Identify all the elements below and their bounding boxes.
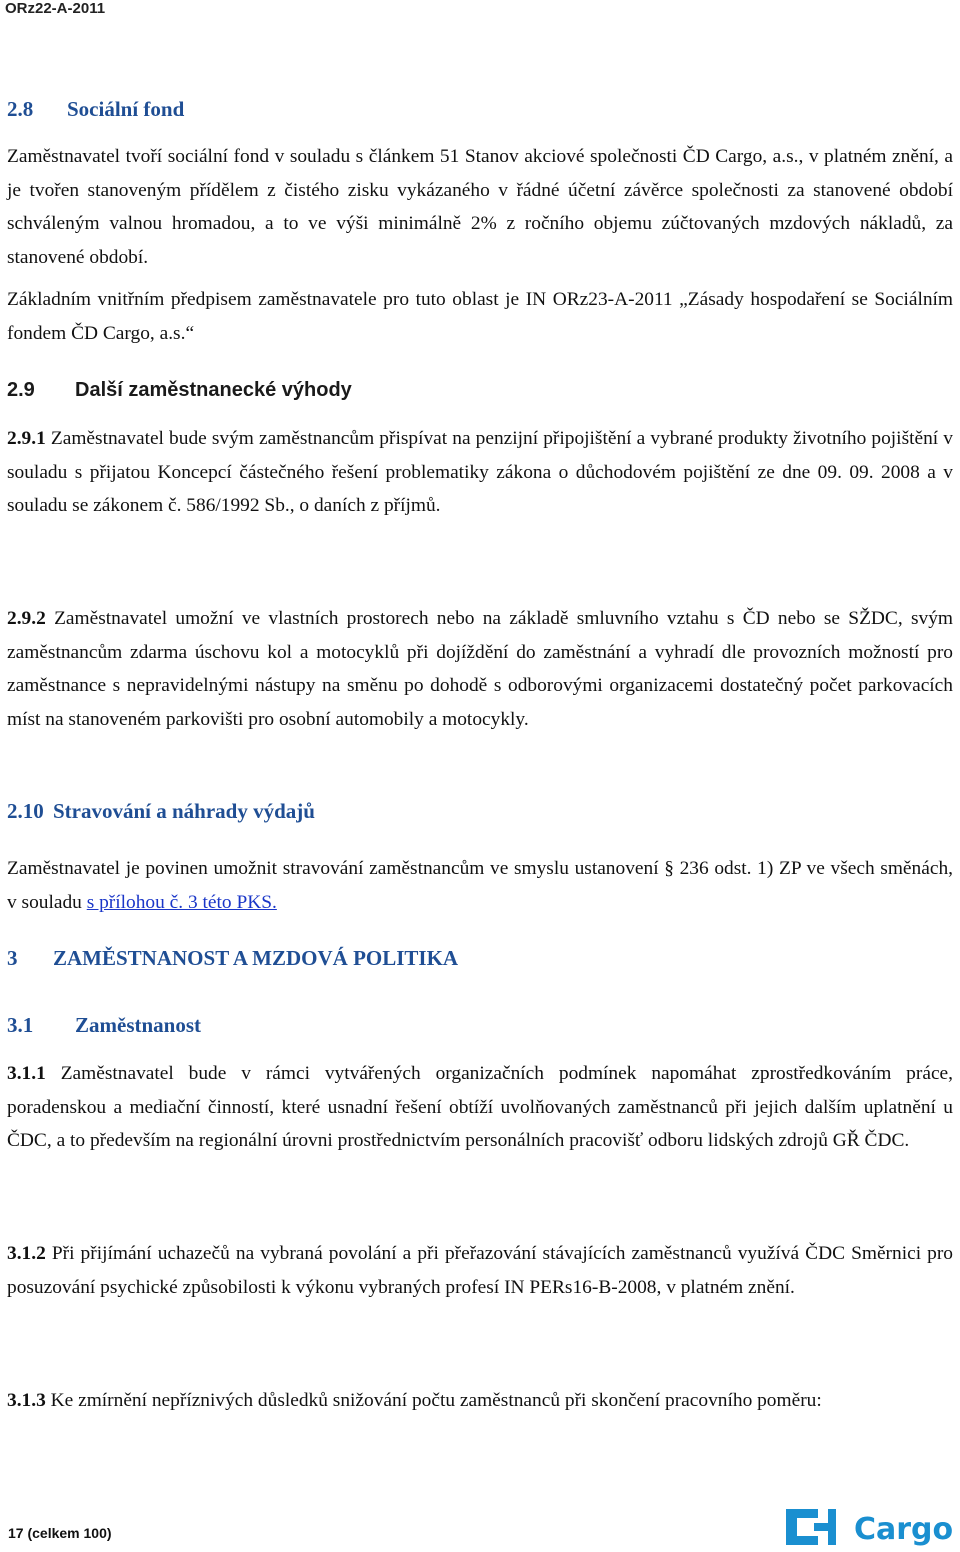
heading-number: 2.8 xyxy=(7,97,34,121)
heading-title: Sociální fond xyxy=(67,97,185,121)
subsection-number: 2.9.1 xyxy=(7,428,46,449)
paragraph-2-10-1 xyxy=(7,852,953,919)
paragraph-2-9-2 xyxy=(7,602,953,736)
paragraph-2-9-1 xyxy=(7,422,953,523)
subsection-number: 2.9.2 xyxy=(7,608,46,629)
paragraph-2-8-2: Základním vnitřním předpisem zaměstnavatele pro tuto oblast je IN ORz23-A-2011 „Zásady hospodaření se Sociálním fondem ČD Cargo, a.s.“ xyxy=(7,289,953,344)
paragraph-text: Zaměstnavatel umožní ve vlastních prostorech nebo na základě smluvního vztahu s ČD nebo se SŽDC, svým zaměstnancům zdarma úschovu kol a motocyklů při dojíždění do zaměstnání a vyhradí dle provozních možností pro zaměstnance s nepravidelnými nástupy na směnu po dohodě s odborovými organizacemi dostatečný počet parkovacích míst na stanoveném parkovišti pro osobní automobily a motocykly. xyxy=(7,608,953,730)
heading-3 xyxy=(7,945,458,971)
paragraph-2-8-1: Zaměstnavatel tvoří sociální fond v souladu s článkem 51 Stanov akciové společnosti ČD Cargo, a.s., v platném znění, a je tvořen stanoveným přídělem z čistého zisku vykázaného v řádné účetní závěrce společnosti za stanovené období schváleným valnou hromadou, a to ve výši minimálně 2% z ročního objemu zúčtovaných mzdových nákladů, za stanovené období. xyxy=(7,146,953,268)
heading-title: Další zaměstnanecké výhody xyxy=(75,379,352,401)
heading-2-10 xyxy=(7,798,315,824)
heading-number: 3 xyxy=(7,946,18,970)
heading-number: 2.10 xyxy=(7,799,44,823)
heading-number: 2.9 xyxy=(7,379,35,401)
heading-title: Zaměstnanost xyxy=(75,1013,202,1037)
paragraph-text: Zaměstnavatel bude v rámci vytvářených organizačních podmínek napomáhat zprostředkováním práce, poradenskou a mediační činností, které usnadní řešení obtíží uvolňovaných zaměstnanců při jejich dalším uplatnění u ČDC, a to především na regionální úrovni prostřednictvím personálních pracovišť odboru lidských zdrojů GŘ ČDC. xyxy=(7,1063,953,1152)
paragraph-3-1-3 xyxy=(7,1384,953,1418)
heading-title: Stravování a náhrady výdajů xyxy=(53,799,315,823)
heading-3-1 xyxy=(7,1012,201,1038)
attachment-link[interactable]: s přílohou č. 3 této PKS. xyxy=(86,891,277,913)
paragraph-3-1-2 xyxy=(7,1237,953,1304)
heading-2-8 xyxy=(7,96,184,122)
subsection-number: 3.1.1 xyxy=(7,1063,46,1084)
subsection-number: 3.1.3 xyxy=(7,1390,46,1411)
page-number: 17 (celkem 100) xyxy=(8,1525,112,1541)
logo-text: Cargo xyxy=(854,1512,954,1547)
cd-logo-mark-icon xyxy=(786,1509,836,1545)
document-code: ORz22-A-2011 xyxy=(5,0,106,17)
heading-number: 3.1 xyxy=(7,1013,34,1037)
paragraph-text: Zaměstnavatel bude svým zaměstnancům přispívat na penzijní připojištění a vybrané produkty životního pojištění v souladu s přijatou Koncepcí částečného řešení problematiky zákona o důchodovém pojištění ze dne 09. 09. 2008 a v souladu se zákonem č. 586/1992 Sb., o daních z příjmů. xyxy=(7,428,953,517)
cd-cargo-logo xyxy=(784,1505,956,1549)
heading-title: ZAMĚSTNANOST A MZDOVÁ POLITIKA xyxy=(53,946,459,970)
paragraph-text: Při přijímání uchazečů na vybraná povolání a při přeřazování stávajících zaměstnanců využívá ČDC Směrnici pro posuzování psychické způsobilosti k výkonu vybraných profesí IN PERs16-B-2008, v platném znění. xyxy=(7,1243,953,1298)
heading-2-9 xyxy=(7,377,352,403)
paragraph-3-1-1 xyxy=(7,1057,953,1158)
subsection-number: 3.1.2 xyxy=(7,1243,46,1264)
paragraph-text: Ke zmírnění nepříznivých důsledků snižování počtu zaměstnanců při skončení pracovního poměru: xyxy=(50,1390,822,1411)
paragraph-text: Zaměstnavatel je povinen umožnit stravování zaměstnancům ve smyslu ustanovení § 236 odst. 1) ZP ve všech směnách, v souladu xyxy=(7,858,953,913)
